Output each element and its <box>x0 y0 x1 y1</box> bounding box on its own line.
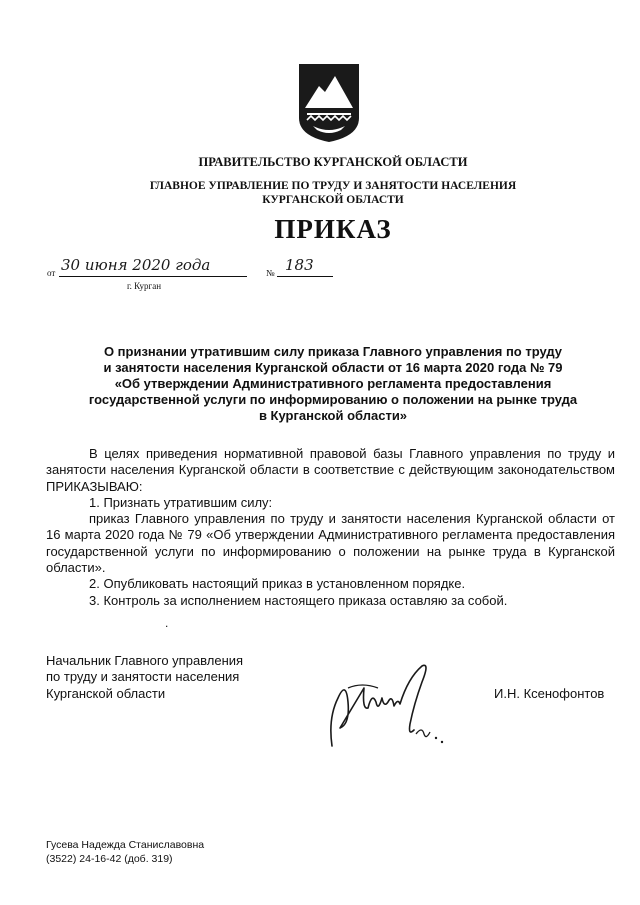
signatory-name: И.Н. Ксенофонтов <box>494 686 605 701</box>
item-2: 2. Опубликовать настоящий приказ в установленном порядке. <box>89 576 466 592</box>
executor-info <box>46 839 204 866</box>
stray-mark: . <box>165 616 169 630</box>
handwritten-date: 30 июня 2020 года <box>61 256 211 274</box>
position-line: по труду и занятости населения <box>46 669 240 685</box>
item-1-text: приказ Главного управления по труду и занятости населения Курганской области от 16 марта 2020 года № 79 «Об утверждении Административного регламента предоставления государственной услуги по информированию о положении на рынке труда в Курганской области». <box>46 511 615 576</box>
title-line: «Об утверждении Административного регламента предоставления <box>114 376 552 391</box>
document-body <box>46 446 615 609</box>
title-line: государственной услуги по информированию о положении на рынке труда <box>88 392 578 407</box>
item-3: 3. Контроль за исполнением настоящего приказа оставляю за собой. <box>89 592 508 608</box>
position-line: Начальник Главного управления <box>46 653 244 668</box>
from-label: от <box>47 268 56 278</box>
department-name-line2: КУРГАНСКОЙ ОБЛАСТИ <box>262 194 404 206</box>
government-name: ПРАВИТЕЛЬСТВО КУРГАНСКОЙ ОБЛАСТИ <box>198 155 468 169</box>
number-label: № <box>266 268 275 278</box>
item-1: 1. Признать утратившим силу: <box>89 494 273 510</box>
department-name-line1: ГЛАВНОЕ УПРАВЛЕНИЕ ПО ТРУДУ И ЗАНЯТОСТИ НАСЕЛЕНИЯ <box>149 180 517 192</box>
title-line: и занятости населения Курганской области от 16 марта 2020 года № 79 <box>103 360 563 375</box>
executor-phone: (3522) 24-16-42 (доб. 319) <box>46 852 173 865</box>
coat-of-arms-emblem <box>297 62 361 144</box>
signatory-position <box>46 653 243 702</box>
document-title <box>60 344 606 424</box>
position-line: Курганской области <box>46 685 166 701</box>
document-type: ПРИКАЗ <box>274 214 392 244</box>
intro-paragraph: В целях приведения нормативной правовой базы Главного управления по труду и занятости населения Курганской области в соответствие с действующим законодательством ПРИКАЗЫВАЮ: <box>46 446 615 494</box>
handwritten-number: 183 <box>285 256 314 274</box>
city-label: г. Курган <box>127 281 162 291</box>
title-line: в Курганской области» <box>258 408 408 423</box>
date-number-row <box>47 256 347 288</box>
executor-name: Гусева Надежда Станиславовна <box>46 839 205 851</box>
handwritten-signature <box>318 658 448 750</box>
title-line: О признании утратившим силу приказа Главного управления по труду <box>103 344 563 359</box>
